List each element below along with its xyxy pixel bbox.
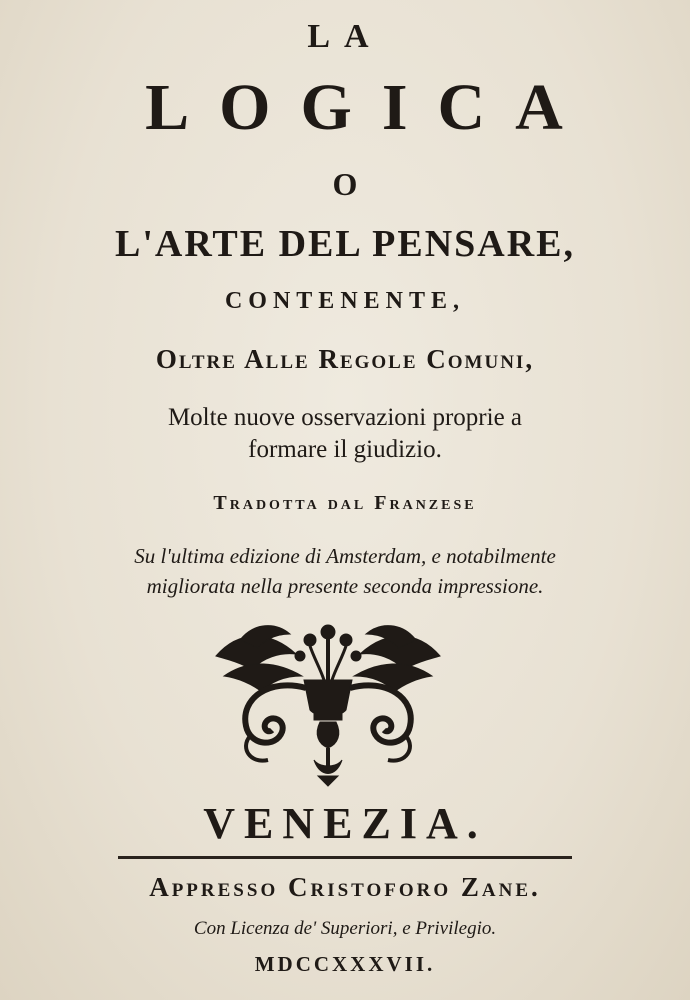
description-line-1: Molte nuove osservazioni proprie a: [167, 404, 523, 431]
title-conjunction: O: [332, 166, 358, 202]
title-main: LOGICA: [145, 71, 593, 144]
divider-rule: [118, 856, 572, 859]
floral-vignette-icon: [210, 618, 446, 788]
edition-note-line-2: migliorata nella presente seconda impressione.: [146, 574, 544, 598]
translation-note: Tradotta dal Franzese: [213, 492, 477, 514]
subtitle-contenente: CONTENENTE,: [224, 288, 466, 314]
imprint-printer: Appresso Cristoforo Zane.: [149, 872, 541, 902]
subtitle-regole: Oltre Alle Regole Comuni,: [155, 344, 535, 374]
subtitle: L'ARTE DEL PENSARE,: [114, 223, 576, 265]
description-line-2: formare il giudizio.: [248, 436, 442, 463]
imprint-license: Con Licenza de' Superiori, e Privilegio.: [193, 918, 497, 939]
title-article: LA: [307, 18, 383, 55]
imprint-year: MDCCXXXVII.: [254, 952, 436, 976]
imprint-place: VENEZIA.: [203, 799, 487, 848]
edition-note-line-1: Su l'ultima edizione di Amsterdam, e notabilmente: [134, 544, 556, 568]
